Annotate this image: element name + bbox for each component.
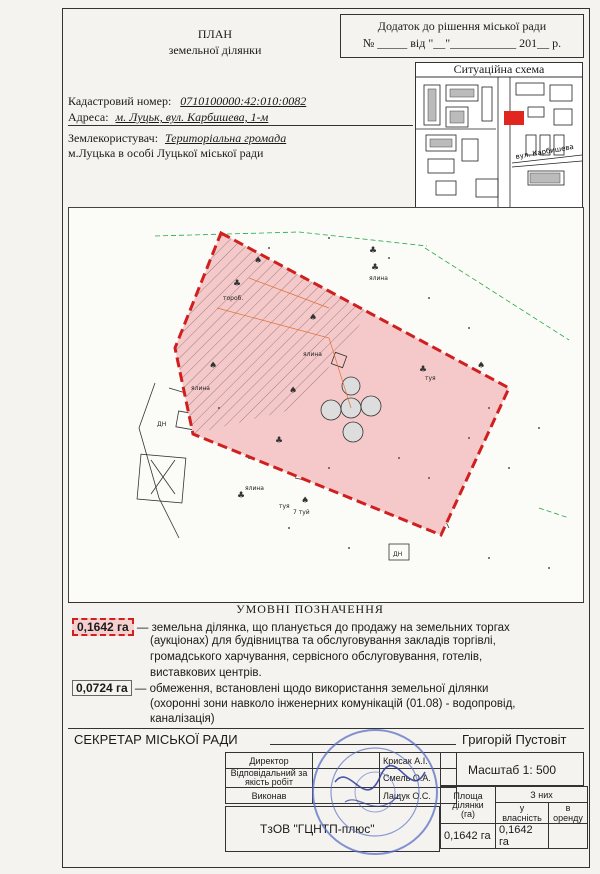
svg-text:♣: ♣ <box>275 436 284 446</box>
secretary-label: СЕКРЕТАР МІСЬКОЇ РАДИ <box>74 732 238 747</box>
director-name: Крисак А.І. <box>380 753 457 769</box>
responsible-label-2: якість робіт <box>245 777 293 787</box>
legend-item-2 <box>72 681 584 696</box>
parcel-plan <box>68 207 584 603</box>
svg-text:♠: ♠ <box>301 496 310 506</box>
legend-item-1-text4: виставкових центрів. <box>150 667 262 679</box>
svg-text:♣: ♣ <box>237 491 246 501</box>
parcel-plan-drawing <box>69 208 584 603</box>
svg-text:♠: ♠ <box>289 386 298 396</box>
cadastre-value: 0710100000:42:010:0082 <box>180 94 307 108</box>
situation-title: Ситуаційна схема <box>453 62 545 76</box>
tree-label-6: ялина <box>191 385 210 392</box>
field-divider <box>68 125 413 126</box>
seal-stamp <box>305 722 445 862</box>
of-them-label: З них <box>496 787 588 803</box>
user-value-line2: м.Луцька в особі Луцької міської ради <box>68 146 264 160</box>
user-value-line1: Територіальна громада <box>165 131 287 145</box>
executor-name: Лащук О.С. <box>380 788 457 804</box>
situation-parcel-marker <box>504 111 524 125</box>
svg-text:♣: ♣ <box>371 263 380 273</box>
legend-item-1-dash: — <box>136 622 149 634</box>
legend-title: УМОВНІ ПОЗНАЧЕННЯ <box>236 602 384 616</box>
situation-street-label: вул. Карбишева <box>514 142 575 161</box>
responsible-label-1: Відповідальний за <box>230 768 308 778</box>
area-value: 0,1642 га <box>441 824 496 849</box>
svg-text:♣: ♣ <box>419 365 428 375</box>
tree-label-5: ялина <box>245 485 264 492</box>
area-label-2: ділянки <box>452 799 484 810</box>
area-label-1: Площа <box>453 790 483 801</box>
user-row <box>68 131 286 145</box>
area-table <box>440 786 588 849</box>
responsible-name: Смель О.А. <box>380 769 457 788</box>
owned-value: 0,1642 га <box>496 824 549 849</box>
svg-text:♣: ♣ <box>369 246 378 256</box>
legend-item-1-text2: (аукціонах) для будівництва та обслуговування закладів торгівлі, <box>150 635 496 647</box>
tree-label-2: туя <box>425 375 436 382</box>
director-label: Директор <box>226 753 313 769</box>
svg-text:♣: ♣ <box>233 279 242 289</box>
secretary-name: Григорій Пустовіт <box>462 732 567 747</box>
responsible-label <box>226 769 313 788</box>
legend-item-1-area: 0,1642 га <box>72 618 134 636</box>
user-value-line2-row <box>68 146 263 160</box>
address-label: Адреса: <box>68 110 109 124</box>
executor-label: Виконав <box>226 788 313 804</box>
area-header <box>441 787 496 824</box>
scale-label: Масштаб 1: 500 <box>440 752 584 786</box>
legend-item-2-text2: (охоронні зони навколо інженерних комунікацій (01.08) - водопровід, <box>150 698 516 710</box>
svg-text:♠: ♠ <box>309 313 318 323</box>
address-value: м. Луцьк, вул. Карбишева, 1-м <box>115 110 269 124</box>
tree-label-7: 7 туй <box>293 509 310 516</box>
organization-name: ТзОВ "ГЦНТП-плюс" <box>260 822 375 836</box>
dn-label-2: ДН <box>393 551 403 558</box>
tree-label-1: ялина <box>303 351 322 358</box>
situation-map <box>416 63 582 207</box>
tree-label-0: тороб. <box>223 295 244 302</box>
dn-label-1: ДН <box>157 421 167 428</box>
user-label: Землекористувач: <box>68 131 159 145</box>
address-row <box>68 110 268 124</box>
plan-title: ПЛАН <box>197 27 233 41</box>
area-label-3: (га) <box>460 808 476 819</box>
addendum-line1: Додаток до рішення міської ради <box>377 19 547 33</box>
tree-label-4: туя <box>279 503 290 510</box>
svg-text:♠: ♠ <box>254 256 263 266</box>
addendum-line2: № _____ від "__"___________ 201__ р. <box>362 36 562 50</box>
legend-item-1-text1: земельна ділянка, що планується до продажу на земельних торгах <box>151 622 510 634</box>
plan-subtitle: земельної ділянки <box>168 43 262 57</box>
svg-text:♠: ♠ <box>477 361 486 371</box>
rented-label: в оренду <box>549 803 588 824</box>
tree-label-3: ялина <box>369 275 388 282</box>
addendum-box <box>340 14 584 58</box>
cadastre-label: Кадастровий номер: <box>68 94 172 108</box>
legend-divider-top <box>68 602 584 603</box>
legend-item-1-text3: громадського харчування, сервісного обслуговування, готелів, <box>150 651 483 663</box>
legend-item-2-area: 0,0724 га <box>72 680 132 696</box>
legend-item-2-text3: каналізація) <box>150 713 215 725</box>
situation-scheme <box>415 62 583 208</box>
cadastre-row <box>68 94 306 108</box>
svg-text:♠: ♠ <box>209 361 218 371</box>
plan-title-block <box>140 26 290 58</box>
legend-item-2-text1: обмеження, встановлені щодо використання земельної ділянки <box>149 683 489 695</box>
owned-label: у власність <box>496 803 549 824</box>
legend-item-2-dash: — <box>134 683 147 695</box>
